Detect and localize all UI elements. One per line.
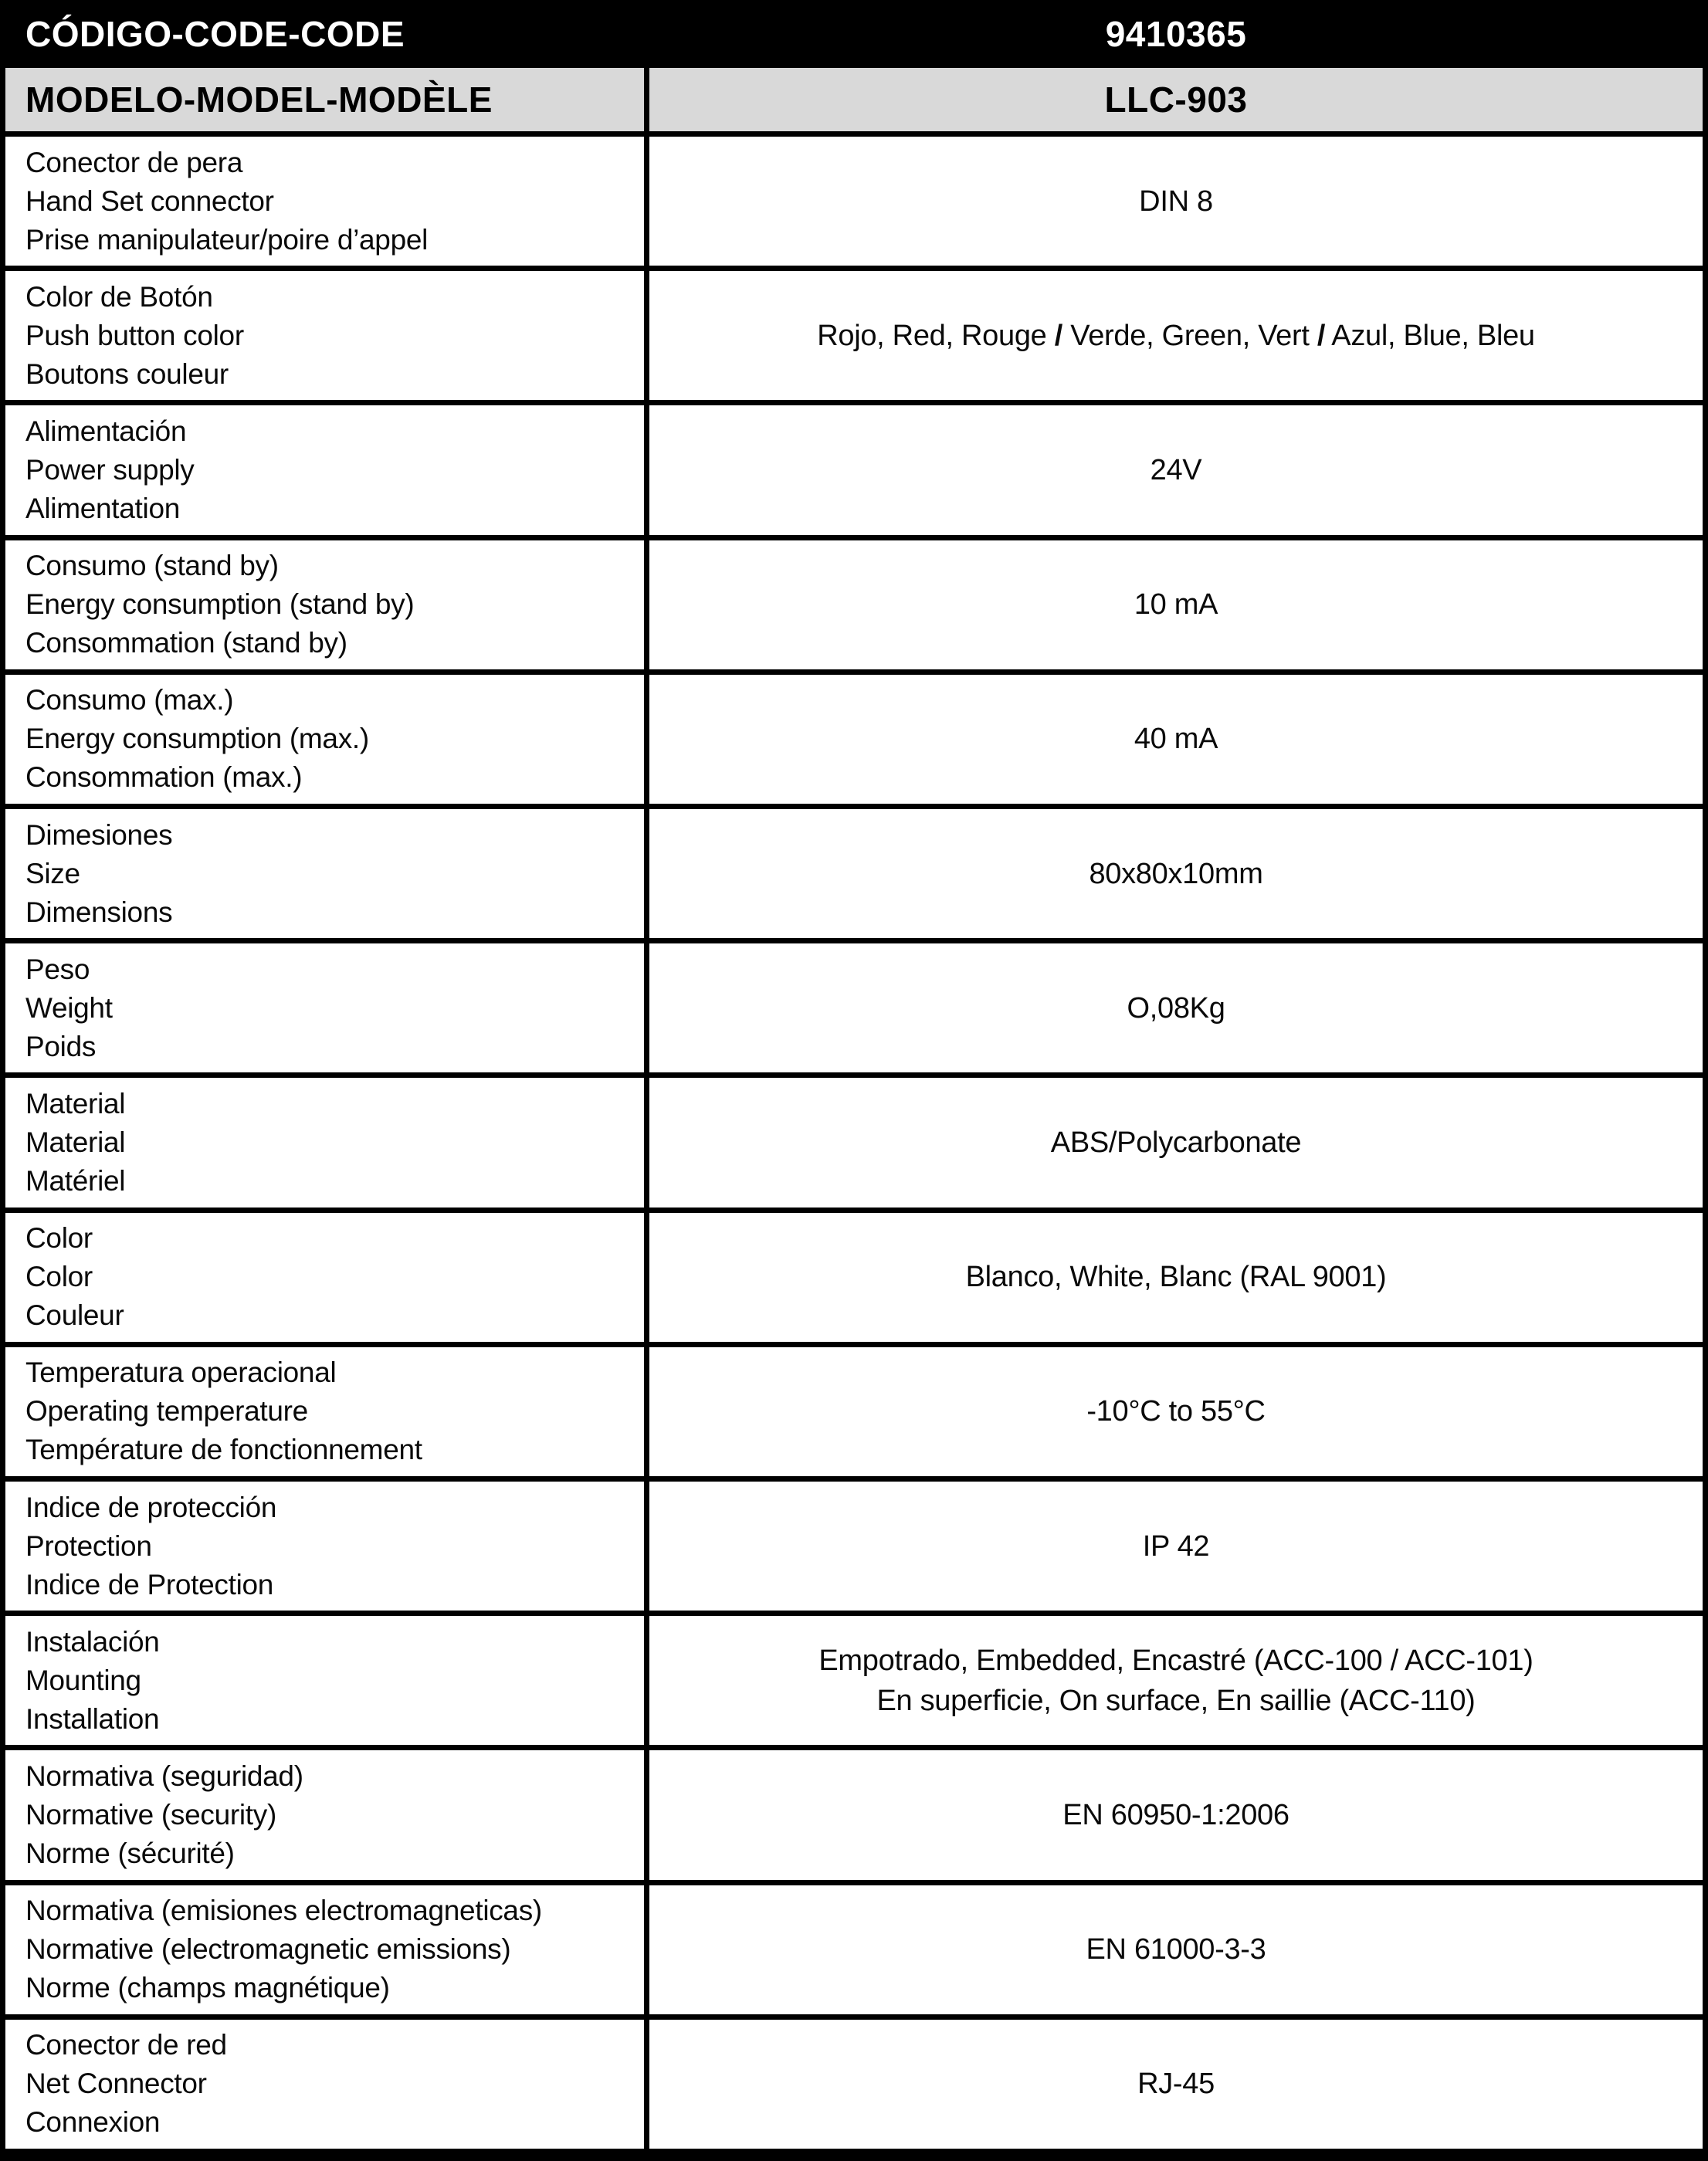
spec-row bbox=[5, 669, 1703, 804]
spec-row bbox=[5, 1880, 1703, 2014]
spec-label-line: Température de fonctionnement bbox=[25, 1434, 422, 1466]
spec-row bbox=[5, 2014, 1703, 2149]
spec-row bbox=[5, 1208, 1703, 1342]
spec-value-line bbox=[1139, 181, 1213, 222]
spec-value-line bbox=[1086, 1391, 1265, 1431]
spec-value-line bbox=[1134, 584, 1218, 625]
spec-value-segment: O,08Kg bbox=[1127, 991, 1225, 1025]
spec-value-cell bbox=[644, 2020, 1703, 2149]
spec-value-cell bbox=[644, 1616, 1703, 1745]
spec-value-line bbox=[1062, 1795, 1289, 1835]
spec-label-line: Norme (sécurité) bbox=[25, 1837, 235, 1869]
spec-label-line: Color bbox=[25, 1261, 93, 1293]
spec-label-line: Indice de protección bbox=[25, 1491, 277, 1523]
model-value: LLC-903 bbox=[1104, 80, 1248, 120]
spec-value-line bbox=[1143, 1526, 1210, 1567]
spec-label-cell bbox=[5, 675, 644, 804]
spec-value-segment: 40 mA bbox=[1134, 723, 1218, 756]
spec-value-line bbox=[1134, 719, 1218, 759]
spec-label-line: Boutons couleur bbox=[25, 357, 229, 390]
spec-label-cell bbox=[5, 1750, 644, 1879]
spec-label-line: Connexion bbox=[25, 2106, 161, 2139]
spec-row bbox=[5, 266, 1703, 400]
spec-label-cell bbox=[5, 1213, 644, 1342]
spec-value-cell bbox=[644, 1347, 1703, 1476]
spec-label-line: Material bbox=[25, 1126, 126, 1158]
spec-label-line: Temperatura operacional bbox=[25, 1357, 337, 1389]
spec-label-cell bbox=[5, 137, 644, 266]
model-header-label-cell bbox=[5, 68, 644, 131]
spec-value-segment: Verde, Green, Vert bbox=[1062, 319, 1317, 352]
spec-label-line: Net Connector bbox=[25, 2068, 207, 2100]
spec-value-cell bbox=[644, 540, 1703, 669]
spec-row bbox=[5, 1476, 1703, 1611]
spec-value-cell bbox=[644, 675, 1703, 804]
spec-label-line: Conector de red bbox=[25, 2029, 227, 2061]
spec-label-line: Normativa (seguridad) bbox=[25, 1760, 303, 1792]
spec-value-segment: RJ-45 bbox=[1137, 2068, 1215, 2101]
spec-value-segment: Empotrado, Embedded, Encastré (ACC-100 / ACC-101) bbox=[818, 1644, 1533, 1677]
spec-value-cell bbox=[644, 137, 1703, 266]
spec-label-line: Energy consumption (stand by) bbox=[25, 588, 415, 621]
spec-label-cell bbox=[5, 405, 644, 534]
spec-row bbox=[5, 535, 1703, 669]
spec-label-line: Material bbox=[25, 1087, 126, 1119]
spec-value-line bbox=[1127, 988, 1225, 1028]
spec-label-cell bbox=[5, 1347, 644, 1476]
spec-label-line: Hand Set connector bbox=[25, 185, 274, 217]
spec-value-segment: 10 mA bbox=[1134, 588, 1218, 622]
spec-label-cell bbox=[5, 943, 644, 1072]
spec-label-line: Alimentation bbox=[25, 492, 181, 524]
spec-label-line: Consommation (max.) bbox=[25, 761, 303, 794]
bottom-border-bar bbox=[5, 2149, 1703, 2161]
spec-label-line: Mounting bbox=[25, 1664, 141, 1696]
spec-label-line: Dimesiones bbox=[25, 818, 173, 851]
spec-value-line bbox=[1086, 1929, 1266, 1970]
spec-label-line: Push button color bbox=[25, 319, 244, 351]
spec-label-line: Instalación bbox=[25, 1625, 160, 1658]
spec-row bbox=[5, 1745, 1703, 1879]
spec-value-cell bbox=[644, 1482, 1703, 1611]
model-header-label: MODELO-MODEL-MODÈLE bbox=[25, 80, 493, 120]
spec-label-line: Dimensions bbox=[25, 896, 173, 928]
spec-value-cell bbox=[644, 405, 1703, 534]
spec-row bbox=[5, 1611, 1703, 1745]
spec-label-line: Weight bbox=[25, 991, 113, 1024]
spec-row bbox=[5, 1072, 1703, 1207]
spec-value-line bbox=[817, 316, 1535, 356]
spec-value-cell bbox=[644, 1885, 1703, 2014]
spec-value-cell bbox=[644, 809, 1703, 938]
spec-value-segment: -10°C to 55°C bbox=[1086, 1395, 1266, 1428]
code-header-label: CÓDIGO-CODE-CODE bbox=[25, 14, 405, 54]
spec-label-line: Conector de pera bbox=[25, 146, 243, 178]
spec-value-segment: EN 61000-3-3 bbox=[1086, 1933, 1266, 1966]
spec-row bbox=[5, 938, 1703, 1072]
spec-value-segment: Rojo, Red, Rouge bbox=[817, 319, 1055, 352]
spec-label-cell bbox=[5, 1078, 644, 1207]
spec-label-line: Power supply bbox=[25, 453, 195, 486]
spec-label-cell bbox=[5, 809, 644, 938]
spec-value-segment: En superficie, On surface, En saillie (ACC-110) bbox=[876, 1684, 1476, 1717]
spec-value-segment: / bbox=[1054, 319, 1063, 352]
spec-label-line: Consommation (stand by) bbox=[25, 627, 347, 659]
spec-label-line: Alimentación bbox=[25, 415, 187, 447]
spec-label-line: Size bbox=[25, 857, 80, 889]
spec-label-cell bbox=[5, 540, 644, 669]
spec-label-line: Color de Botón bbox=[25, 280, 213, 313]
spec-label-cell bbox=[5, 271, 644, 400]
spec-value-segment: EN 60950-1:2006 bbox=[1062, 1798, 1289, 1831]
code-value: 9410365 bbox=[1105, 14, 1247, 54]
spec-value-cell bbox=[644, 1213, 1703, 1342]
spec-value-segment: 80x80x10mm bbox=[1089, 857, 1263, 890]
spec-row bbox=[5, 400, 1703, 534]
spec-label-line: Poids bbox=[25, 1030, 97, 1062]
spec-value-cell bbox=[644, 1078, 1703, 1207]
spec-label-line: Peso bbox=[25, 953, 90, 985]
spec-value-cell bbox=[644, 1750, 1703, 1879]
spec-label-line: Installation bbox=[25, 1702, 160, 1735]
spec-row bbox=[5, 131, 1703, 266]
spec-row bbox=[5, 804, 1703, 938]
spec-value-line bbox=[1051, 1123, 1301, 1163]
spec-label-line: Protection bbox=[25, 1529, 152, 1562]
spec-row bbox=[5, 1342, 1703, 1476]
spec-value-line bbox=[1089, 854, 1262, 894]
spec-value-cell bbox=[644, 271, 1703, 400]
spec-value-line bbox=[1151, 450, 1202, 490]
model-header-row bbox=[5, 68, 1703, 131]
spec-label-cell bbox=[5, 1616, 644, 1745]
spec-label-line: Normative (electromagnetic emissions) bbox=[25, 1933, 511, 1966]
code-header-label-cell bbox=[5, 0, 644, 68]
spec-value-segment: Blanco, White, Blanc (RAL 9001) bbox=[965, 1261, 1387, 1294]
spec-label-line: Operating temperature bbox=[25, 1395, 308, 1428]
spec-value-segment: IP 42 bbox=[1142, 1529, 1210, 1563]
spec-value-segment: / bbox=[1317, 319, 1326, 352]
spec-value-line bbox=[966, 1257, 1387, 1297]
spec-label-line: Normative (security) bbox=[25, 1798, 276, 1831]
spec-label-cell bbox=[5, 1482, 644, 1611]
spec-value-segment: Azul, Blue, Bleu bbox=[1325, 319, 1535, 352]
spec-value-line bbox=[876, 1681, 1475, 1721]
spec-label-line: Indice de Protection bbox=[25, 1568, 274, 1600]
spec-label-cell bbox=[5, 1885, 644, 2014]
code-header-row bbox=[5, 0, 1703, 68]
spec-label-line: Energy consumption (max.) bbox=[25, 723, 369, 755]
spec-label-line: Color bbox=[25, 1222, 93, 1255]
spec-label-line: Matériel bbox=[25, 1164, 126, 1197]
spec-value-line bbox=[818, 1641, 1533, 1681]
code-header-value-cell bbox=[644, 0, 1703, 68]
spec-label-line: Couleur bbox=[25, 1299, 124, 1332]
spec-label-cell bbox=[5, 2020, 644, 2149]
spec-value-segment: 24V bbox=[1150, 453, 1202, 486]
spec-label-line: Prise manipulateur/poire d’appel bbox=[25, 223, 429, 256]
spec-label-line: Consumo (stand by) bbox=[25, 550, 279, 582]
model-header-value-cell bbox=[644, 68, 1703, 131]
spec-label-line: Normativa (emisiones electromagneticas) bbox=[25, 1895, 542, 1927]
spec-label-line: Norme (champs magnétique) bbox=[25, 1972, 390, 2004]
spec-label-line: Consumo (max.) bbox=[25, 684, 234, 716]
spec-value-segment: ABS/Polycarbonate bbox=[1050, 1126, 1302, 1159]
spec-value-cell bbox=[644, 943, 1703, 1072]
spec-value-segment: DIN 8 bbox=[1139, 185, 1213, 218]
spec-value-line bbox=[1137, 2064, 1215, 2104]
